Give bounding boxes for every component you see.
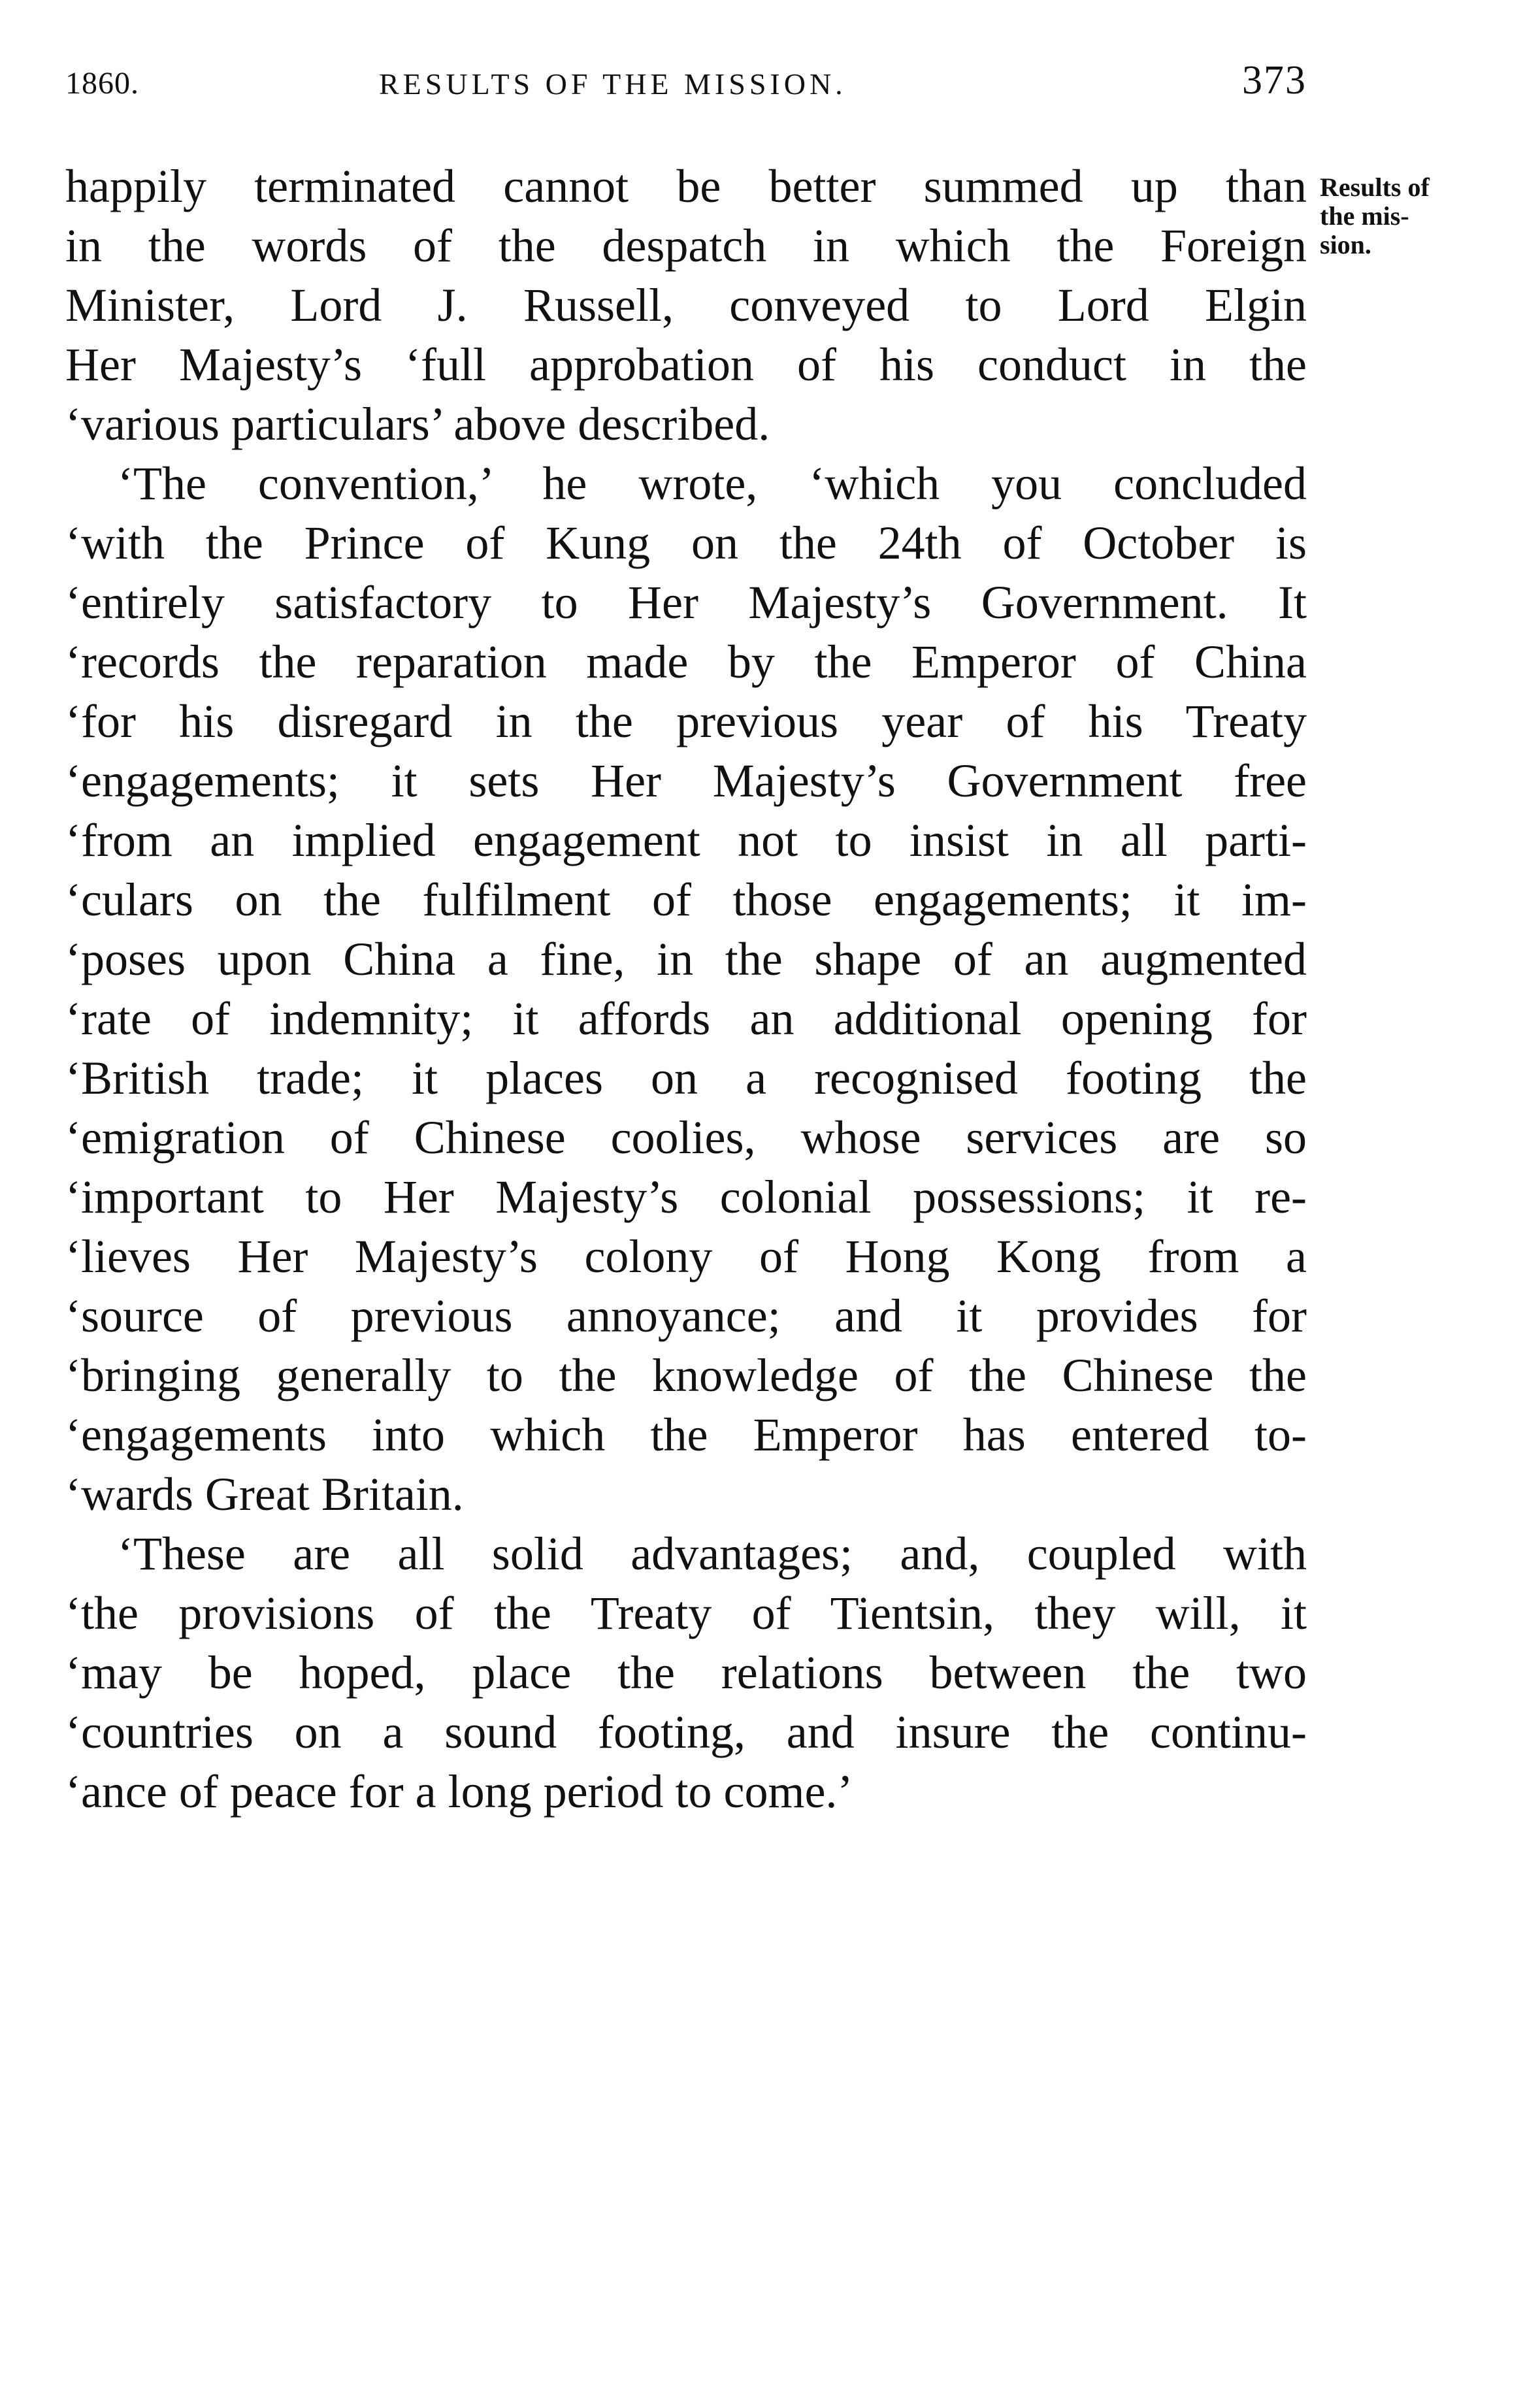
text-line: ‘These are all solid advantages; and, coupled with xyxy=(118,1528,1307,1580)
text-line: ‘the provisions of the Treaty of Tientsin, they will, it xyxy=(65,1587,1307,1639)
text-line: ‘source of previous annoyance; and it provides for xyxy=(65,1290,1307,1342)
text-line: happily terminated cannot be better summed up than xyxy=(65,160,1307,212)
marginal-note xyxy=(1320,173,1516,259)
text-line: ‘culars on the fulfilment of those engagements; it im- xyxy=(65,874,1307,926)
running-head-year: 1860. xyxy=(65,66,139,101)
marginal-note-line: the mis- xyxy=(1320,201,1409,231)
text-line: Her Majesty’s ‘full approbation of his conduct in the xyxy=(65,338,1307,391)
page-number: 373 xyxy=(1242,58,1307,103)
text-line: ‘countries on a sound footing, and insure the continu- xyxy=(65,1706,1307,1758)
text-line: ‘records the reparation made by the Emperor of China xyxy=(65,636,1307,688)
text-line: ‘for his disregard in the previous year of his Treaty xyxy=(65,695,1307,747)
text-line: ‘lieves Her Majesty’s colony of Hong Kong from a xyxy=(65,1230,1307,1283)
text-line: ‘engagements; it sets Her Majesty’s Government free xyxy=(65,755,1307,807)
text-line: ‘various particulars’ above described. xyxy=(65,398,770,450)
text-line: ‘may be hoped, place the relations between the two xyxy=(65,1646,1307,1699)
paragraph-3 xyxy=(65,1524,1307,1822)
marginal-note-line: sion. xyxy=(1320,230,1371,259)
text-line: ‘The convention,’ he wrote, ‘which you concluded xyxy=(118,457,1307,510)
text-line: ‘bringing generally to the knowledge of the Chinese the xyxy=(65,1349,1307,1401)
body-text xyxy=(65,157,1307,1822)
text-line: ‘with the Prince of Kung on the 24th of October is xyxy=(65,517,1307,569)
text-line: ‘engagements into which the Emperor has entered to- xyxy=(65,1409,1307,1461)
marginal-note-line: Results of xyxy=(1320,172,1430,202)
text-line: ‘from an implied engagement not to insist in all parti- xyxy=(65,814,1307,866)
text-line: ‘poses upon China a fine, in the shape of an augmented xyxy=(65,933,1307,985)
text-line: ‘ance of peace for a long period to come.’ xyxy=(65,1765,853,1818)
running-head xyxy=(65,57,1307,116)
text-line: ‘emigration of Chinese coolies, whose services are so xyxy=(65,1111,1307,1164)
running-head-title: RESULTS OF THE MISSION. xyxy=(379,67,847,101)
text-line: ‘wards Great Britain. xyxy=(65,1468,464,1520)
paragraph-1 xyxy=(65,157,1307,454)
paragraph-2 xyxy=(65,454,1307,1524)
text-line: ‘important to Her Majesty’s colonial possessions; it re- xyxy=(65,1171,1307,1223)
text-line: in the words of the despatch in which the Foreign xyxy=(65,220,1307,272)
text-line: ‘rate of indemnity; it affords an additional opening for xyxy=(65,992,1307,1045)
text-line: Minister, Lord J. Russell, conveyed to Lord Elgin xyxy=(65,279,1307,331)
text-line: ‘entirely satisfactory to Her Majesty’s Government. It xyxy=(65,576,1307,629)
text-line: ‘British trade; it places on a recognised footing the xyxy=(65,1052,1307,1104)
